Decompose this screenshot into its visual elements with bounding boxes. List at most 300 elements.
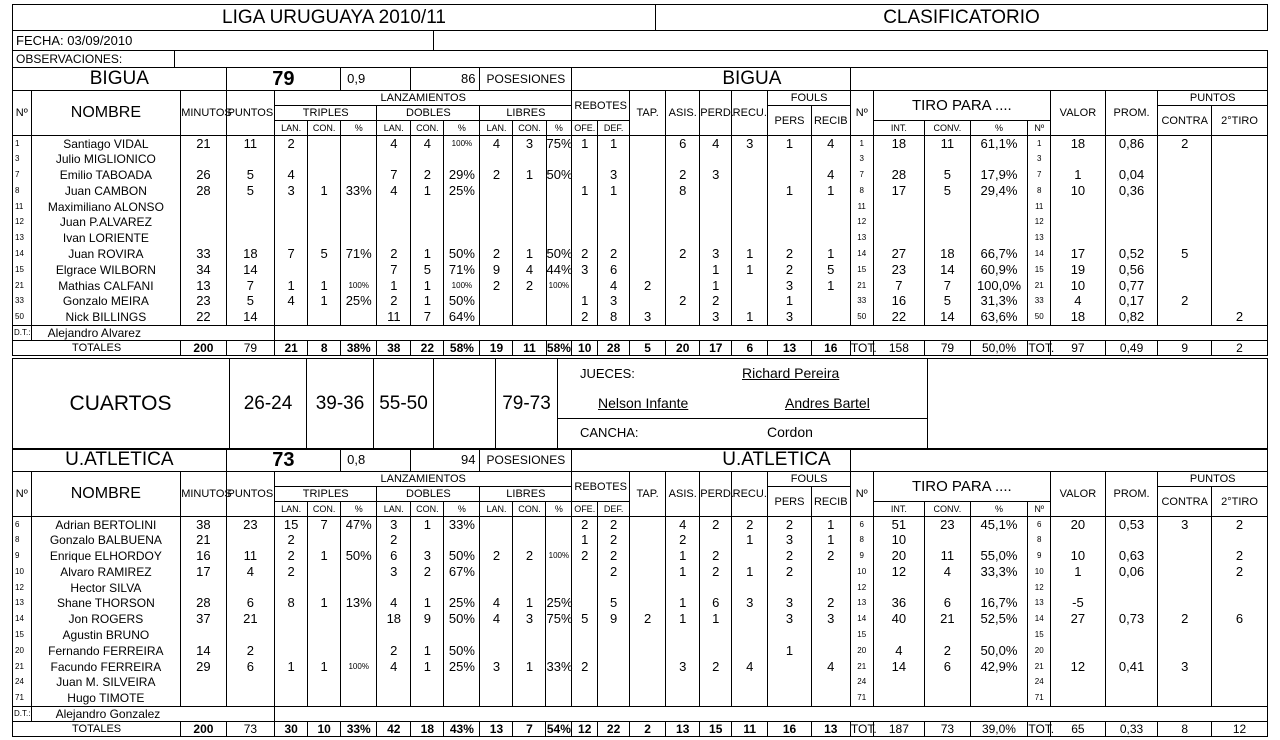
player-stat — [598, 230, 630, 246]
col-num: Nº — [13, 91, 32, 136]
player-stat: 9 — [598, 611, 630, 627]
col-int: INT. — [873, 502, 925, 517]
player-stat — [768, 580, 811, 596]
player-stat: 2 — [700, 548, 732, 564]
player-stat — [275, 199, 308, 215]
player-stat: 1 — [308, 293, 341, 309]
player-stat: 3 — [1028, 151, 1051, 167]
player-stat — [811, 214, 850, 230]
player-stat: 7 — [925, 278, 970, 294]
player-stat — [1051, 690, 1106, 706]
total-stat: 21 — [275, 340, 308, 355]
player-stat: 71 — [13, 690, 32, 706]
player-stat — [700, 627, 732, 643]
coach-row-blank — [275, 706, 1268, 721]
player-stat — [700, 230, 732, 246]
player-stat: 1 — [811, 183, 850, 199]
player-stat — [181, 214, 226, 230]
player-stat: 1 — [411, 183, 444, 199]
player-stat — [598, 659, 630, 675]
player-stat — [873, 151, 925, 167]
player-stat: 1 — [572, 532, 598, 548]
player-stat: 1 — [377, 278, 411, 294]
player-stat: 2 — [598, 532, 630, 548]
possessions-count: 94 — [411, 449, 480, 472]
coach-row-blank — [275, 325, 1268, 340]
player-stat: 3 — [700, 309, 732, 325]
player-stat — [341, 214, 377, 230]
player-stat: 1 — [666, 548, 700, 564]
player-stat: 3 — [13, 151, 32, 167]
player-stat: 3 — [513, 136, 546, 152]
player-stat: 2 — [275, 548, 308, 564]
player-stat: 21 — [181, 136, 226, 152]
player-stat — [341, 199, 377, 215]
player-stat: 33% — [444, 517, 480, 533]
player-stat: 0,36 — [1105, 183, 1158, 199]
col-num-last: Nº — [1028, 121, 1051, 136]
player-stat — [1105, 643, 1158, 659]
total-stat: 58% — [546, 340, 571, 355]
player-stat — [226, 580, 275, 596]
player-stat — [811, 151, 850, 167]
player-stat — [1158, 230, 1212, 246]
total-stat: 11 — [732, 721, 768, 736]
player-stat — [411, 151, 444, 167]
player-stat: 3 — [513, 611, 546, 627]
player-stat — [1212, 293, 1268, 309]
player-stat — [1158, 309, 1212, 325]
col-att: LAN. — [275, 502, 308, 517]
player-stat — [275, 580, 308, 596]
total-int: 158 — [873, 340, 925, 355]
player-stat: 5 — [226, 293, 275, 309]
player-stat — [700, 580, 732, 596]
player-stat — [546, 183, 572, 199]
team-2-table — [12, 448, 1268, 737]
player-stat — [1051, 151, 1106, 167]
player-name: Gonzalo BALBUENA — [31, 532, 181, 548]
player-stat — [666, 214, 700, 230]
player-stat: 3 — [732, 595, 768, 611]
player-stat: 50 — [850, 309, 873, 325]
player-stat: 2 — [480, 246, 513, 262]
player-stat — [226, 690, 275, 706]
player-stat — [970, 214, 1028, 230]
player-stat: 1 — [1051, 564, 1106, 580]
player-stat: 20 — [13, 643, 32, 659]
player-stat — [630, 136, 666, 152]
col-pct: % — [546, 121, 572, 136]
player-stat — [513, 532, 546, 548]
player-stat — [546, 214, 572, 230]
match-date: FECHA: 03/09/2010 — [16, 33, 133, 48]
player-stat — [226, 627, 275, 643]
player-stat: 2 — [666, 293, 700, 309]
player-stat — [630, 643, 666, 659]
player-stat — [630, 659, 666, 675]
player-stat: 1 — [275, 659, 308, 675]
player-stat — [768, 627, 811, 643]
player-stat: 1 — [700, 278, 732, 294]
player-stat — [513, 690, 546, 706]
player-stat: 4 — [377, 183, 411, 199]
player-name: Mathias CALFANI — [31, 278, 181, 294]
player-stat: 71 — [1028, 690, 1051, 706]
player-stat — [732, 627, 768, 643]
player-stat: 28 — [181, 595, 226, 611]
player-stat — [411, 674, 444, 690]
player-stat: 50% — [444, 293, 480, 309]
player-stat: 2 — [411, 564, 444, 580]
player-stat — [1158, 199, 1212, 215]
col-assists: ASIS. — [666, 472, 700, 517]
player-stat — [732, 278, 768, 294]
player-stat — [275, 230, 308, 246]
player-stat: 4 — [275, 293, 308, 309]
total-conv: 73 — [925, 721, 970, 736]
player-stat: 100% — [341, 278, 377, 294]
col-made: CON. — [308, 121, 341, 136]
player-stat — [1212, 230, 1268, 246]
player-stat: 2 — [925, 643, 970, 659]
player-stat: 9 — [13, 548, 32, 564]
player-stat: 6 — [598, 262, 630, 278]
player-stat: 7 — [226, 278, 275, 294]
player-stat: 3 — [768, 611, 811, 627]
player-stat — [1212, 167, 1268, 183]
player-stat — [768, 199, 811, 215]
player-stat — [768, 167, 811, 183]
player-stat — [1051, 230, 1106, 246]
player-stat: 12 — [1028, 580, 1051, 596]
player-stat — [1051, 627, 1106, 643]
col-assists: ASIS. — [666, 91, 700, 136]
player-stat: 2 — [275, 564, 308, 580]
total-stat: 22 — [411, 340, 444, 355]
player-stat — [411, 580, 444, 596]
player-stat — [1051, 532, 1106, 548]
total-stat: 16 — [768, 721, 811, 736]
player-stat — [480, 230, 513, 246]
total-stat: 30 — [275, 721, 308, 736]
player-stat — [308, 167, 341, 183]
player-stat: 10 — [1051, 278, 1106, 294]
player-stat: 3 — [377, 517, 411, 533]
col-contra: CONTRA — [1158, 487, 1212, 517]
player-stat — [1051, 674, 1106, 690]
col-fouls: FOULS — [768, 472, 851, 487]
player-stat — [666, 262, 700, 278]
player-stat: 13 — [1028, 595, 1051, 611]
player-stat — [181, 627, 226, 643]
player-stat — [598, 674, 630, 690]
player-stat: 34 — [181, 262, 226, 278]
player-stat — [308, 309, 341, 325]
player-stat — [572, 278, 598, 294]
quarters-label: CUARTOS — [69, 392, 172, 415]
player-stat — [546, 580, 572, 596]
total-valor: 65 — [1051, 721, 1106, 736]
player-stat — [630, 595, 666, 611]
player-stat — [1105, 151, 1158, 167]
player-stat: 0,73 — [1105, 611, 1158, 627]
player-stat: 11 — [377, 309, 411, 325]
total-stat: 73 — [226, 721, 275, 736]
league-title-box — [12, 4, 656, 31]
player-stat: 20 — [1051, 517, 1106, 533]
player-stat: 22 — [181, 309, 226, 325]
player-stat — [811, 199, 850, 215]
player-name: Alvaro RAMIREZ — [31, 564, 181, 580]
player-stat: 3 — [768, 278, 811, 294]
player-stat — [546, 627, 572, 643]
player-stat — [513, 199, 546, 215]
player-stat: 2 — [572, 659, 598, 675]
player-stat: 37 — [181, 611, 226, 627]
player-stat: 10 — [1028, 564, 1051, 580]
player-stat — [341, 136, 377, 152]
total-stat: 200 — [181, 721, 226, 736]
player-stat: 25% — [341, 293, 377, 309]
quarter-1-score: 26-24 — [229, 358, 306, 450]
possessions-label: POSESIONES — [480, 449, 572, 472]
player-stat: 1 — [768, 643, 811, 659]
player-stat — [480, 293, 513, 309]
col-num-right: Nº — [850, 472, 873, 517]
total-stat: 79 — [226, 340, 275, 355]
total-stat: 10 — [308, 721, 341, 736]
player-stat — [275, 262, 308, 278]
total-stat: 12 — [572, 721, 598, 736]
total-stat: 38 — [377, 340, 411, 355]
col-puntos: PUNTOS — [1158, 91, 1268, 106]
player-stat: 25% — [546, 595, 573, 611]
player-stat — [308, 580, 341, 596]
col-conv: CONV. — [925, 502, 970, 517]
player-stat: 6 — [377, 548, 411, 564]
col-shots: LANZAMIENTOS — [275, 91, 572, 106]
player-stat: 2 — [377, 643, 411, 659]
player-stat: 3 — [700, 246, 732, 262]
totals-label: TOTALES — [13, 340, 181, 355]
player-stat: 7 — [308, 517, 341, 533]
player-stat: 23 — [181, 293, 226, 309]
player-stat — [1212, 151, 1268, 167]
judges-label: JUECES: — [580, 366, 635, 381]
player-stat: 18 — [226, 246, 275, 262]
player-stat: 1 — [275, 278, 308, 294]
col-second-shot: 2°TIRO — [1212, 106, 1268, 136]
col-made: CON. — [513, 502, 546, 517]
col-off: OFE. — [572, 121, 598, 136]
player-stat: 50,0% — [970, 643, 1028, 659]
player-stat: 8 — [13, 183, 32, 199]
col-made: CON. — [411, 121, 444, 136]
player-stat — [925, 214, 970, 230]
player-stat: 6 — [700, 595, 732, 611]
player-stat: 24 — [1028, 674, 1051, 690]
player-stat — [444, 151, 480, 167]
player-stat: 16,7% — [970, 595, 1028, 611]
player-stat: 47% — [341, 517, 377, 533]
player-stat: 14 — [1028, 246, 1051, 262]
player-stat — [444, 580, 480, 596]
player-stat — [873, 230, 925, 246]
player-name: Juan CAMBON — [31, 183, 181, 199]
player-stat — [925, 690, 970, 706]
player-stat: 11 — [226, 136, 275, 152]
player-stat — [925, 230, 970, 246]
player-stat: 11 — [226, 548, 275, 564]
total-stat: 11 — [513, 340, 546, 355]
player-stat — [970, 199, 1028, 215]
player-stat — [572, 167, 598, 183]
player-stat: 8 — [13, 532, 32, 548]
player-stat — [811, 564, 850, 580]
points-per-possession: 0,9 — [341, 68, 411, 91]
player-stat: 3 — [630, 309, 666, 325]
player-stat: 2 — [1212, 517, 1268, 533]
player-stat: 1 — [700, 611, 732, 627]
player-stat — [732, 167, 768, 183]
player-stat: 2 — [411, 167, 444, 183]
player-stat: 6 — [666, 136, 700, 152]
col-fouls-pers: PERS — [768, 106, 811, 136]
col-libres: LIBRES — [480, 487, 572, 502]
player-stat — [341, 564, 377, 580]
player-stat: 10 — [1051, 548, 1106, 564]
player-stat — [275, 643, 308, 659]
player-stat: 51 — [873, 517, 925, 533]
player-stat — [598, 199, 630, 215]
player-stat — [732, 674, 768, 690]
player-stat — [1105, 214, 1158, 230]
player-stat — [925, 151, 970, 167]
player-stat — [1158, 674, 1212, 690]
player-stat: 1 — [411, 659, 444, 675]
player-stat — [970, 674, 1028, 690]
player-stat: 5 — [308, 246, 341, 262]
blank-area — [927, 358, 1268, 450]
player-stat: 1 — [666, 564, 700, 580]
player-stat: 4 — [811, 659, 850, 675]
player-stat — [811, 627, 850, 643]
player-stat: 20 — [873, 548, 925, 564]
total-conv-pct: 50,0% — [970, 340, 1028, 355]
player-stat — [480, 674, 513, 690]
player-stat: 14 — [226, 309, 275, 325]
player-stat — [513, 230, 546, 246]
player-name: Juan M. SILVEIRA — [31, 674, 181, 690]
player-stat — [925, 580, 970, 596]
col-att: LAN. — [377, 502, 411, 517]
player-stat — [873, 580, 925, 596]
player-stat — [480, 690, 513, 706]
player-stat — [513, 627, 546, 643]
col-prom: PROM. — [1105, 91, 1158, 136]
player-stat — [732, 643, 768, 659]
player-stat: 14 — [1028, 611, 1051, 627]
player-stat — [181, 674, 226, 690]
player-stat — [1212, 659, 1268, 675]
header-blank — [850, 449, 1267, 472]
total-stat: 13 — [768, 340, 811, 355]
player-stat — [480, 580, 513, 596]
player-stat: 2 — [768, 262, 811, 278]
player-stat: 8 — [1028, 183, 1051, 199]
team-1-table — [12, 67, 1268, 356]
total-stat: 13 — [811, 721, 850, 736]
player-stat — [732, 151, 768, 167]
player-stat — [572, 214, 598, 230]
player-stat — [377, 580, 411, 596]
player-stat: 15 — [1028, 627, 1051, 643]
col-shots: LANZAMIENTOS — [275, 472, 572, 487]
player-stat — [308, 674, 341, 690]
player-stat — [226, 532, 275, 548]
player-stat — [572, 580, 598, 596]
player-stat — [768, 690, 811, 706]
player-stat — [630, 246, 666, 262]
player-stat — [572, 199, 598, 215]
player-stat: 7 — [275, 246, 308, 262]
player-stat — [513, 183, 546, 199]
player-stat — [1212, 595, 1268, 611]
col-name: NOMBRE — [31, 91, 181, 136]
player-stat: 2 — [275, 532, 308, 548]
player-stat — [226, 199, 275, 215]
points-per-possession: 0,8 — [341, 449, 411, 472]
player-stat — [572, 674, 598, 690]
player-stat — [811, 643, 850, 659]
total-stat: 10 — [572, 340, 598, 355]
player-stat: 1 — [598, 183, 630, 199]
player-stat — [1158, 214, 1212, 230]
player-stat: 7 — [411, 309, 444, 325]
player-stat — [925, 199, 970, 215]
player-stat — [732, 230, 768, 246]
player-stat — [308, 136, 341, 152]
total-second-shot: 12 — [1212, 721, 1268, 736]
player-stat: 2 — [630, 611, 666, 627]
player-stat: 2 — [480, 548, 513, 564]
player-stat — [1105, 532, 1158, 548]
player-stat — [732, 293, 768, 309]
player-stat: 33,3% — [970, 564, 1028, 580]
total-stat: 7 — [513, 721, 546, 736]
player-stat: 5 — [1158, 246, 1212, 262]
total-stat: 18 — [411, 721, 444, 736]
player-stat: 1 — [1028, 136, 1051, 152]
player-stat: 2 — [666, 246, 700, 262]
player-stat: 3 — [850, 151, 873, 167]
player-stat: 0,86 — [1105, 136, 1158, 152]
player-stat: 13 — [13, 230, 32, 246]
player-stat: 11 — [925, 548, 970, 564]
col-libres: LIBRES — [480, 106, 572, 121]
player-stat: 21 — [1028, 659, 1051, 675]
player-stat: 2 — [480, 278, 513, 294]
player-stat — [546, 199, 572, 215]
player-stat: 4 — [873, 643, 925, 659]
player-stat — [768, 214, 811, 230]
player-stat — [1158, 690, 1212, 706]
observations-label: OBSERVACIONES: — [16, 52, 123, 66]
col-att: LAN. — [377, 121, 411, 136]
team-name-right: BIGUA — [572, 68, 851, 91]
player-stat: 28 — [181, 183, 226, 199]
